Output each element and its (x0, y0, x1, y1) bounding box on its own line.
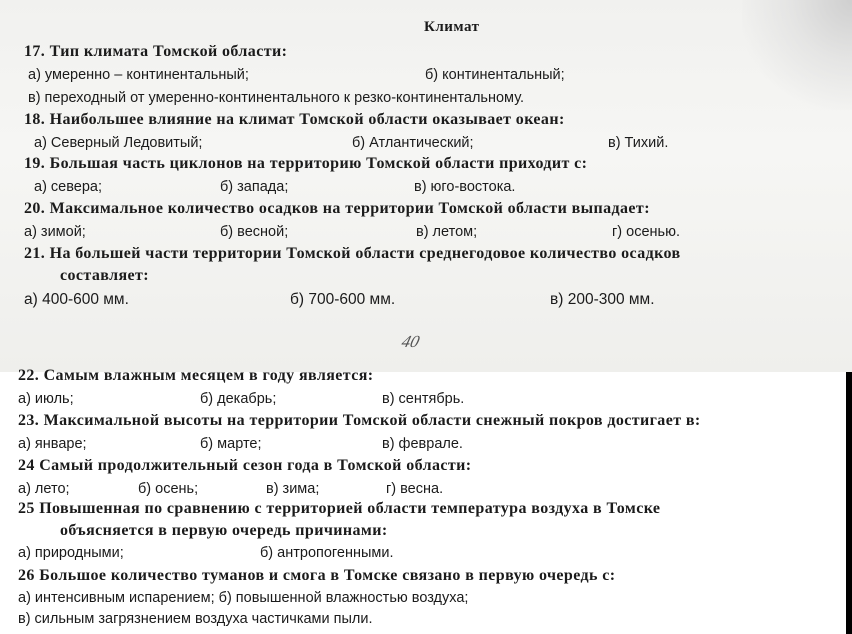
question-21: 21. На большей части территории Томской области среднегодовое количество осадков (24, 245, 681, 262)
answer-23c: в) феврале. (382, 436, 463, 452)
answer-25b: б) антропогенными. (260, 545, 394, 561)
answer-26ab: а) интенсивным испарением; б) повышенной влажностью воздуха; (18, 590, 469, 606)
answer-26c: в) сильным загрязнением воздуха частичками пыли. (18, 611, 373, 627)
answer-24a: а) лето; (18, 481, 70, 497)
answer-19a: а) севера; (34, 179, 102, 195)
question-18: 18. Наибольшее влияние на климат Томской области оказывает океан: (24, 111, 565, 128)
scan-edge-strip (846, 372, 852, 634)
answer-25a: а) природными; (18, 545, 124, 561)
answer-23b: б) марте; (200, 436, 262, 452)
question-17: 17. Тип климата Томской области: (24, 43, 288, 60)
answer-18b: б) Атлантический; (352, 135, 474, 151)
answer-23a: а) январе; (18, 436, 87, 452)
question-21-cont: составляет: (60, 267, 150, 284)
answer-24c: в) зима; (266, 481, 320, 497)
question-24: 24 Самый продолжительный сезон года в Томской области: (18, 457, 472, 474)
answer-20c: в) летом; (416, 224, 478, 240)
answer-21b: б) 700-600 мм. (290, 291, 396, 308)
scan-shadow (742, 0, 852, 110)
answer-24b: б) осень; (138, 481, 199, 497)
answer-21a: а) 400-600 мм. (24, 291, 129, 308)
question-23: 23. Максимальной высоты на территории Томской области снежный покров достигает в: (18, 412, 701, 429)
answer-19b: б) запада; (220, 179, 289, 195)
question-22: 22. Самым влажным месяцем в году является: (18, 367, 374, 384)
answer-17c: в) переходный от умеренно-континентального к резко-континентальному. (28, 90, 525, 106)
answer-17b: б) континентальный; (425, 67, 565, 83)
page-number: 40 (399, 332, 422, 351)
answer-22c: в) сентябрь. (382, 391, 465, 407)
answer-21c: в) 200-300 мм. (550, 291, 655, 308)
page-title: Климат (424, 19, 480, 35)
answer-20b: б) весной; (220, 224, 289, 240)
answer-20a: а) зимой; (24, 224, 86, 240)
answer-17a: а) умеренно – континентальный; (28, 67, 249, 83)
question-20: 20. Максимальное количество осадков на территории Томской области выпадает: (24, 200, 650, 217)
question-19: 19. Большая часть циклонов на территорию Томской области приходит с: (24, 155, 588, 172)
answer-19c: в) юго-востока. (414, 179, 516, 195)
answer-18a: а) Северный Ледовитый; (34, 135, 203, 151)
answer-22a: а) июль; (18, 391, 74, 407)
answer-24d: г) весна. (386, 481, 444, 497)
question-26: 26 Большое количество туманов и смога в Томске связано в первую очередь с: (18, 567, 616, 584)
question-25: 25 Повышенная по сравнению с территорией области температура воздуха в Томске (18, 500, 661, 517)
question-25-cont: объясняется в первую очередь причинами: (60, 522, 388, 539)
answer-20d: г) осенью. (612, 224, 680, 240)
answer-22b: б) декабрь; (200, 391, 277, 407)
answer-18c: в) Тихий. (608, 135, 669, 151)
